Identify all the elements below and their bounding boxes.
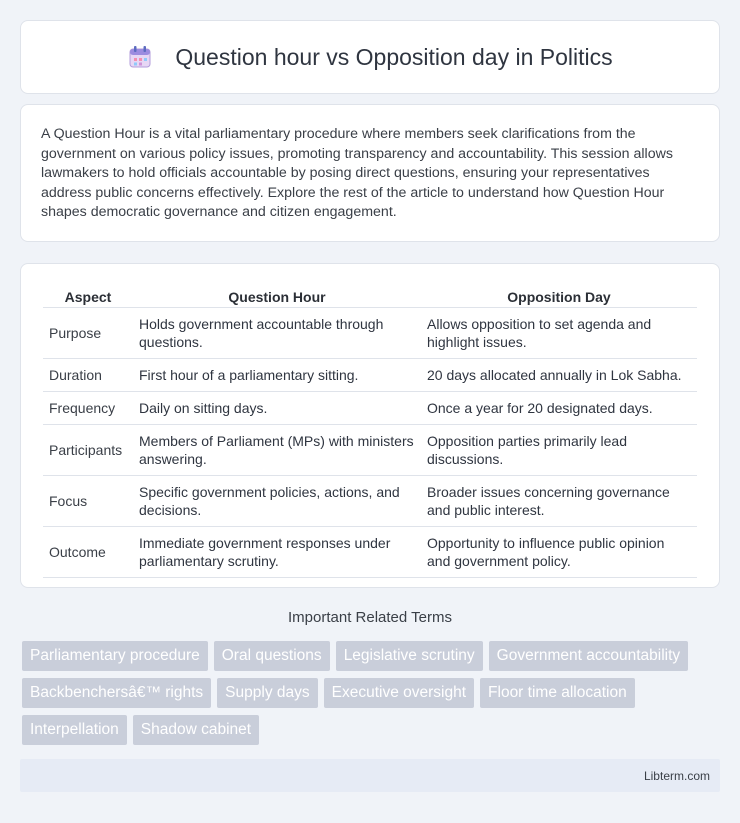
page-title: Question hour vs Opposition day in Politics (175, 43, 613, 70)
related-terms-title: Important Related Terms (288, 609, 452, 626)
intro-card (20, 104, 720, 242)
table-row (43, 308, 697, 359)
table-row (43, 359, 697, 392)
related-term-tag[interactable]: Supply days (217, 678, 317, 708)
opposition-day-cell: Broader issues concerning governance and public interest. (421, 476, 697, 527)
related-term-tag[interactable]: Shadow cabinet (133, 715, 259, 745)
comparison-table (43, 284, 697, 578)
related-term-tag[interactable]: Oral questions (214, 641, 330, 671)
opposition-day-cell: Once a year for 20 designated days. (421, 392, 697, 425)
related-term-tag[interactable]: Government accountability (489, 641, 689, 671)
column-header-opposition-day: Opposition Day (421, 284, 697, 308)
intro-text: A Question Hour is a vital parliamentary procedure where members seek clarifications from the government on various policy issues, promoting transparency and accountability. This session allows lawmakers to hold officials accountable by posing direct questions, ensuring your representatives address public concerns effectively. Explore the rest of the article to understand how Question Hour shapes democratic governance and citizen engagement. (41, 126, 673, 221)
footer-site-link[interactable]: Libterm.com (643, 769, 710, 783)
opposition-day-cell: 20 days allocated annually in Lok Sabha. (421, 359, 697, 392)
question-hour-cell: Holds government accountable through questions. (133, 308, 421, 359)
footer (20, 759, 720, 792)
related-term-tag[interactable]: Executive oversight (324, 678, 474, 708)
column-header-question-hour: Question Hour (133, 284, 421, 308)
related-term-tag[interactable]: Legislative scrutiny (336, 641, 483, 671)
related-term-tag[interactable]: Parliamentary procedure (22, 641, 208, 671)
comparison-table-card (20, 263, 720, 588)
calendar-icon (127, 44, 153, 70)
question-hour-cell: First hour of a parliamentary sitting. (133, 359, 421, 392)
table-row (43, 392, 697, 425)
table-header-row (43, 284, 697, 308)
opposition-day-cell: Opposition parties primarily lead discussions. (421, 425, 697, 476)
question-hour-cell: Specific government policies, actions, and decisions. (133, 476, 421, 527)
related-term-tag[interactable]: Backbenchersâ€™ rights (22, 678, 211, 708)
aspect-cell: Frequency (43, 392, 133, 425)
question-hour-cell: Immediate government responses under parliamentary scrutiny. (133, 527, 421, 578)
aspect-cell: Participants (43, 425, 133, 476)
aspect-cell: Duration (43, 359, 133, 392)
related-term-tag[interactable]: Interpellation (22, 715, 127, 745)
column-header-aspect: Aspect (43, 284, 133, 308)
title-card (20, 20, 720, 94)
table-row (43, 425, 697, 476)
question-hour-cell: Members of Parliament (MPs) with ministers answering. (133, 425, 421, 476)
opposition-day-cell: Allows opposition to set agenda and highlight issues. (421, 308, 697, 359)
aspect-cell: Focus (43, 476, 133, 527)
question-hour-cell: Daily on sitting days. (133, 392, 421, 425)
opposition-day-cell: Opportunity to influence public opinion and government policy. (421, 527, 697, 578)
aspect-cell: Outcome (43, 527, 133, 578)
table-row (43, 527, 697, 578)
related-terms-list (22, 641, 722, 752)
aspect-cell: Purpose (43, 308, 133, 359)
related-term-tag[interactable]: Floor time allocation (480, 678, 635, 708)
table-row (43, 476, 697, 527)
